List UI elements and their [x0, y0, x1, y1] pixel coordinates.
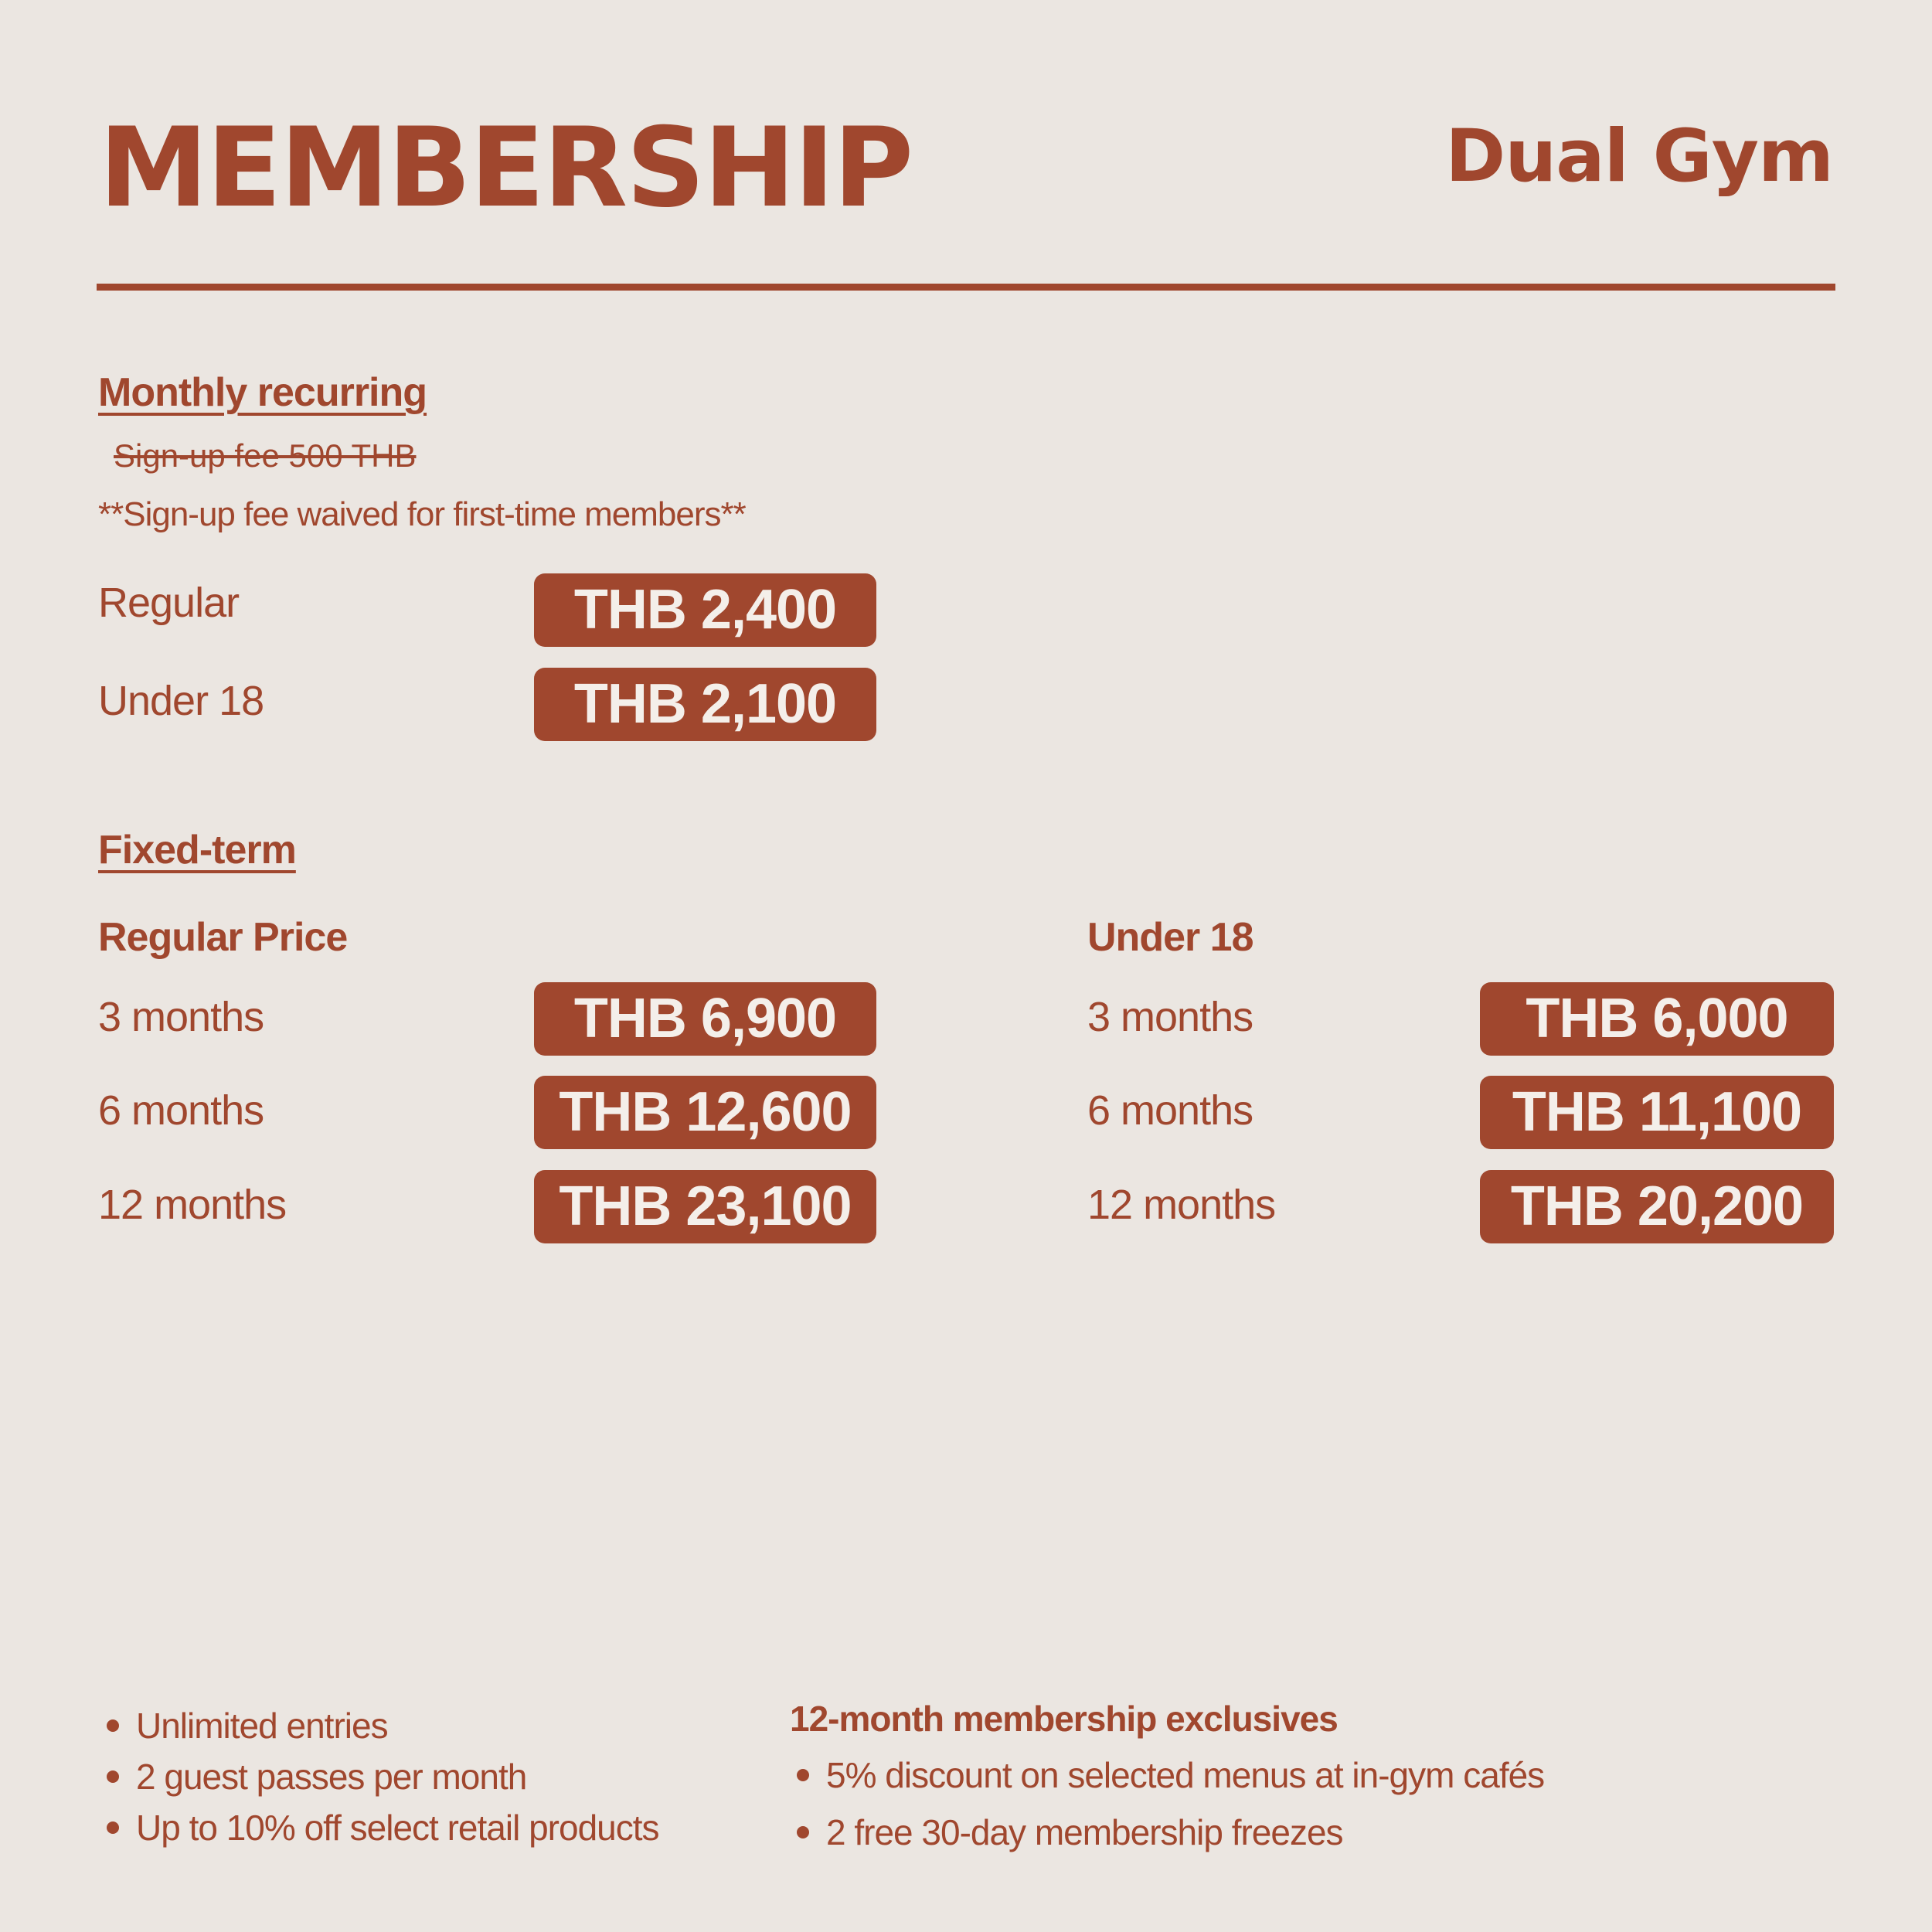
- benefit-item: Unlimited entries: [99, 1700, 659, 1751]
- regular-12-months-price: THB 23,100: [534, 1170, 876, 1243]
- under18-3-months-label: 3 months: [1087, 994, 1253, 1040]
- under18-12-months-label: 12 months: [1087, 1182, 1276, 1228]
- regular-12-months-label: 12 months: [98, 1182, 287, 1228]
- monthly-under18-label: Under 18: [98, 678, 264, 724]
- under18-heading: Under 18: [1087, 915, 1253, 960]
- under18-12-months-price: THB 20,200: [1480, 1170, 1834, 1243]
- monthly-regular-label: Regular: [98, 580, 240, 626]
- regular-price-heading: Regular Price: [98, 915, 348, 960]
- monthly-under18-price: THB 2,100: [534, 668, 876, 741]
- under18-6-months-label: 6 months: [1087, 1087, 1253, 1134]
- monthly-regular-price: THB 2,400: [534, 573, 876, 647]
- brand-name: Dual Gym: [1445, 114, 1833, 199]
- regular-3-months-price: THB 6,900: [534, 982, 876, 1056]
- monthly-recurring-heading: Monthly recurring: [98, 370, 427, 415]
- benefits-list: [99, 1700, 659, 1853]
- fixed-term-heading: Fixed-term: [98, 828, 296, 872]
- benefit-item: Up to 10% off select retail products: [99, 1802, 659, 1853]
- exclusives-list: [789, 1747, 1544, 1861]
- page-title: MEMBERSHIP: [99, 104, 913, 232]
- under18-3-months-price: THB 6,000: [1480, 982, 1834, 1056]
- exclusive-item: 2 free 30-day membership freezes: [789, 1804, 1544, 1861]
- benefit-item: 2 guest passes per month: [99, 1751, 659, 1802]
- exclusives-heading: 12-month membership exclusives: [790, 1699, 1338, 1739]
- exclusive-item: 5% discount on selected menus at in-gym cafés: [789, 1747, 1544, 1804]
- regular-6-months-label: 6 months: [98, 1087, 264, 1134]
- regular-6-months-price: THB 12,600: [534, 1076, 876, 1149]
- under18-6-months-price: THB 11,100: [1480, 1076, 1834, 1149]
- header-divider: [97, 284, 1835, 291]
- old-signup-fee: Sign-up fee 500 THB: [114, 437, 417, 474]
- regular-3-months-label: 3 months: [98, 994, 264, 1040]
- signup-fee-note: **Sign-up fee waived for first-time members**: [98, 495, 746, 533]
